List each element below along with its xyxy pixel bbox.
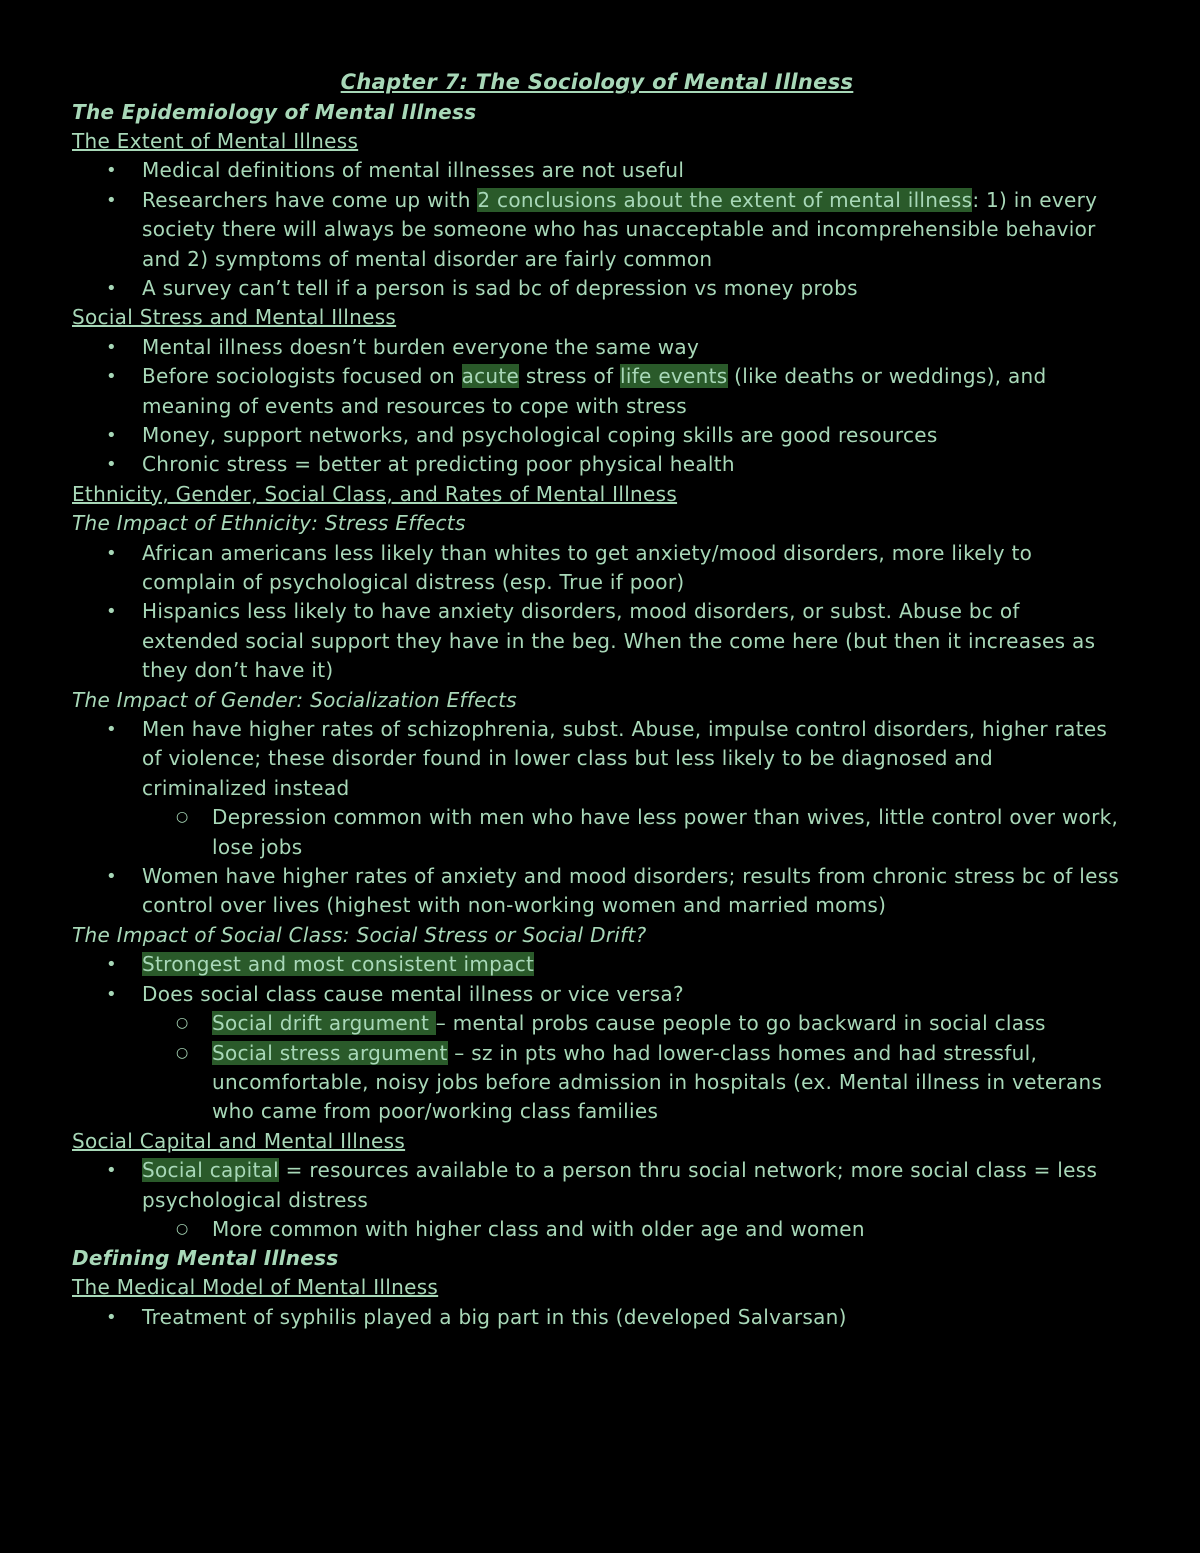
bullet-list-ethnicity xyxy=(72,539,1122,686)
list-item xyxy=(72,333,1122,362)
list-item xyxy=(72,597,1122,685)
list-item-text: stress of xyxy=(519,364,620,389)
sub-list-item xyxy=(72,1215,1122,1244)
list-item xyxy=(72,862,1122,921)
page-title: Chapter 7: The Sociology of Mental Illness xyxy=(340,70,854,94)
list-item-text: Depression common with men who have less power than wives, little control over work, lose jobs xyxy=(212,805,1119,859)
list-item-text: = resources available to a person thru social network; more social class = less psychological distress xyxy=(142,1158,1098,1212)
sub-list-item xyxy=(72,1039,1122,1127)
list-item-text: Hispanics less likely to have anxiety disorders, mood disorders, or subst. Abuse bc of extended social support they have in the beg. When the come here (but then it increases as they don’t have it) xyxy=(142,599,1096,683)
subheading-social-class: The Impact of Social Class: Social Stress or Social Drift? xyxy=(72,922,647,947)
highlighted-text: Social capital xyxy=(142,1158,280,1183)
list-item-text: Treatment of syphilis played a big part in this (developed Salvarsan) xyxy=(142,1304,847,1329)
subheading-extent: The Extent of Mental Illness xyxy=(72,129,359,153)
list-item-text: Does social class cause mental illness or vice versa? xyxy=(142,981,684,1006)
list-item xyxy=(72,186,1122,274)
subheading-stress: Social Stress and Mental Illness xyxy=(72,305,397,330)
list-item-text: Women have higher rates of anxiety and mood disorders; results from chronic stress bc of less control over lives (highest with non-working women and married moms) xyxy=(142,864,1120,918)
list-item-text: Chronic stress = better at predicting poor physical health xyxy=(142,452,735,477)
list-item-text: African americans less likely than whites to get anxiety/mood disorders, more likely to complain of psychological distress (esp. True if poor) xyxy=(142,540,1033,595)
bullet-list-social-capital xyxy=(72,1156,1122,1244)
subheading-gender: The Impact of Gender: Socialization Effects xyxy=(72,687,517,712)
subheading-rates: Ethnicity, Gender, Social Class, and Rates of Mental Illness xyxy=(72,481,678,506)
list-item-text: A survey can’t tell if a person is sad bc of depression vs money probs xyxy=(142,276,858,301)
section-heading-defining: Defining Mental Illness xyxy=(72,1246,339,1271)
sub-list-item xyxy=(72,1009,1122,1038)
list-item xyxy=(72,156,1122,185)
list-item-text: – mental probs cause people to go backward in social class xyxy=(435,1011,1046,1036)
highlighted-text: Social stress argument xyxy=(212,1040,448,1065)
list-item xyxy=(72,980,1122,1009)
list-item-text: Mental illness doesn’t burden everyone the same way xyxy=(142,334,700,359)
list-item-text: Money, support networks, and psychological coping skills are good resources xyxy=(142,423,938,448)
list-item-text: : 1) in every society there will always be someone who has unacceptable and incomprehensible behavior and 2) symptoms of mental disorder are fairly common xyxy=(142,187,1098,271)
bullet-list-stress xyxy=(72,333,1122,480)
bullet-list-social-class xyxy=(72,950,1122,1126)
subheading-ethnicity: The Impact of Ethnicity: Stress Effects xyxy=(72,511,466,536)
list-item-text: More common with higher class and with older age and women xyxy=(212,1216,865,1241)
highlighted-text: Strongest and most consistent impact xyxy=(142,952,535,977)
section-heading-epidemiology: The Epidemiology of Mental Illness xyxy=(72,100,477,124)
list-item-text: Men have higher rates of schizophrenia, subst. Abuse, impulse control disorders, higher rates of violence; these disorder found in lower class but less likely to be diagnosed and criminalized instead xyxy=(142,717,1108,800)
list-item-text: (like deaths or weddings), and meaning of events and resources to cope with stress xyxy=(142,364,1047,418)
highlighted-text: acute xyxy=(461,364,520,389)
list-item-text: Medical definitions of mental illnesses are not useful xyxy=(142,158,685,183)
subheading-medical-model: The Medical Model of Mental Illness xyxy=(72,1275,439,1300)
list-item xyxy=(72,1303,1122,1332)
bullet-list-medical-model xyxy=(72,1303,1122,1332)
list-item xyxy=(72,362,1122,421)
list-item-text: Before sociologists focused on xyxy=(142,364,462,389)
list-item xyxy=(72,539,1122,598)
list-item xyxy=(72,274,1122,303)
list-item-text: – sz in pts who had lower-class homes and had stressful, uncomfortable, noisy jobs before admission in hospitals (ex. Mental illness in veterans who came from poor/working class families xyxy=(212,1040,1103,1124)
highlighted-text: Social drift argument xyxy=(212,1011,436,1036)
highlighted-text: 2 conclusions about the extent of mental illness xyxy=(477,187,973,212)
list-item xyxy=(72,450,1122,479)
list-item-text: Researchers have come up with xyxy=(142,187,478,212)
bullet-list-gender xyxy=(72,715,1122,921)
list-item xyxy=(72,1156,1122,1215)
highlighted-text: life events xyxy=(620,364,728,389)
sub-list-item xyxy=(72,803,1122,862)
list-item xyxy=(72,715,1122,803)
subheading-social-capital: Social Capital and Mental Illness xyxy=(72,1128,406,1153)
list-item xyxy=(72,421,1122,450)
bullet-list-extent xyxy=(72,156,1122,303)
list-item xyxy=(72,950,1122,979)
